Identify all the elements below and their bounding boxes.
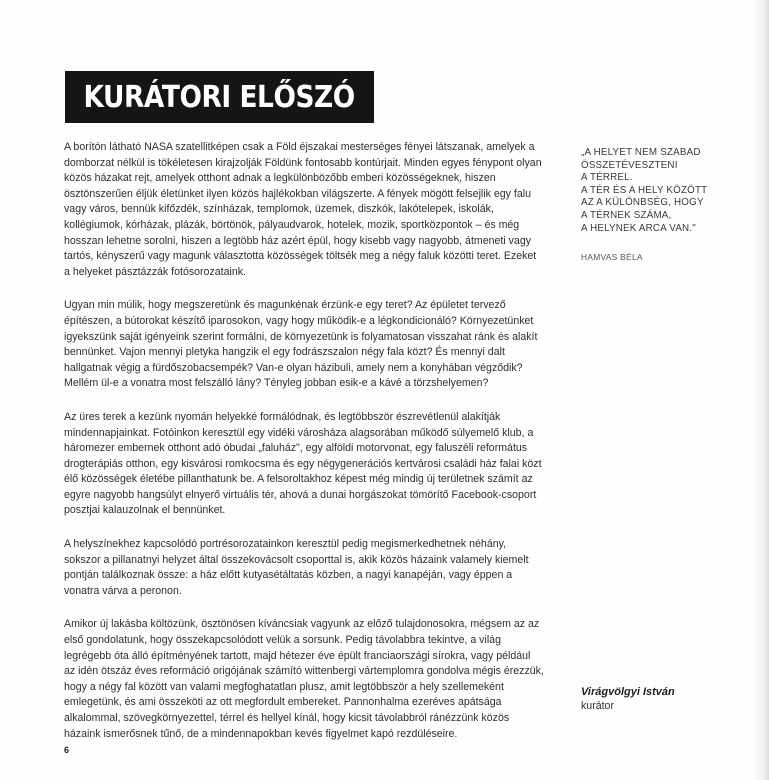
page-title: KURÁTORI ELŐSZÓ — [83, 79, 356, 115]
paragraph-3: Az üres terek a kezünk nyomán helyekké formálódnak, és legtöbbször észrevétlenül alakítják mindennapjainkat. Fotóinkon keresztül egy vidéki városháza alagsorában működő súlyemelő klub, a háromezer embernek otthont adó óbudai „faluház", egy alföldi motorvonat, egy faluszéli református drogterápiás otthon, egy kisvárosi romkocsma és egy négygenerációs kertvárosi családi ház falai közt élő közösségek életébe pillanthatunk be. A felsoroltakhoz képest még mindig új területnek számít az egyre nagyobb hangsúlyt elnyerő virtuális tér, ahová a dunai horgászokat tömörítő Facebook-csoport posztjai kalauzolnak el bennünket. — [64, 410, 542, 517]
paragraph-1: A borítón látható NASA szatellitképen csak a Föld éjszakai mesterséges fényei látszanak, amelyek a domborzat nélkül is tökéletesen kirajzolják Földünk fontosabb kontúrjait. Minden egyes fénypont olyan közös házakat rejt, amelyek otthont adnak a legkülönbözőbb emberi közösségeknek, hiszen ösztönszerűen éljük életünket ilyen közös hajlékokban világszerte. A fények mögött felsejlik egy falu vagy város, bennük kifőzdék, színházak, templomok, üzemek, diszkók, lakótelepek, iskolák, kollégiumok, kórházak, plázák, börtönök, pályaudvarok, hotelek, mozik, sportközpontok – és még hosszan lehetne sorolni, hiszen a legtöbb ház azért épül, hogy kisebb vagy nagyobb, átmeneti vagy tartós, kényszerű vagy magunk választotta közösségek töltsék meg a négy faluk közötti teret. Ezeket a helyeket pásztázzák fotósorozataink. — [64, 141, 542, 278]
body-text — [64, 140, 544, 760]
quote-line: ÖSSZETÉVESZTENI — [581, 159, 678, 171]
quote-line: A TÉRNEK SZÁMA, — [581, 209, 672, 221]
page-number: 6 — [64, 745, 70, 755]
page-edge-shadow — [753, 0, 769, 780]
signature-block — [581, 685, 675, 713]
quote-line: A TÉRREL. — [581, 172, 633, 184]
title-banner — [65, 71, 374, 123]
quote-line: A TÉR ÉS A HELY KÖZÖTT — [581, 184, 708, 196]
quote-line: A HELYNEK ARCA VAN." — [581, 222, 696, 234]
signature-name: Virágvölgyi István — [581, 686, 675, 698]
signature-role: kurátor — [581, 700, 614, 712]
pull-quote — [581, 147, 761, 262]
paragraph-4: A helyszínekhez kapcsolódó portrésorozatainkon keresztül pedig megismerkedhetnek néhány, sokszor a pillanatnyi helyzet által összekovácsolt csoporttal is, akik közös házaink valamely kiemelt pontján találkoznak össze: a ház előtt kutyasétáltatás közben, a nagyi kanapéján, vagy éppen a vonatra várva a peronon. — [64, 538, 529, 597]
paragraph-2: Ugyan min múlik, hogy megszeretünk és magunkénak érzünk-e egy teret? Az épületet tervező építészen, a bútorokat készítő iparosokon, vagy hogy működik-e a légkondicionáló? Környezetünket igyekszünk saját igényeink szerint formálni, de környezetünk is folyamatosan visszahat ránk és alakít bennünket. Vajon mennyi pletyka hangzik el egy fodrászszalon négy fala közt? És mennyi dalt hallgatnak végig a fürdőszobacsempék? Van-e olyan házibuli, amely nem a konyhában végződik? Mellém ül-e a vonatra most felszálló lány? Tényleg jobban esik-e a kávé a törzshelyemen? — [64, 299, 538, 390]
quote-line: AZ A KÜLÖNBSÉG, HOGY — [581, 197, 704, 209]
quote-line: „A HELYET NEM SZABAD — [581, 147, 701, 158]
quote-author: HAMVAS BÉLA — [581, 252, 643, 263]
paragraph-5: Amikor új lakásba költözünk, ösztönösen kíváncsiak vagyunk az előző tulajdonosokra, mégsem az az első gondolatunk, hogy összekapcsolódott velük a sorsunk. Pedig távolabbra tekintve, a világ legrégebb óta álló építményének tartott, majd hétezer éve épült franciaországi sírokra, vagy például az idén ötszáz éves reformáció origójának számító wittenbergi vártemplomra gondolva mégis érezzük, hogy a négy fal között van valami megfoghatatlan plusz, amit legtöbbször a hely szellemeként emlegetünk, és ami összeköti az ott megfordult embereket. Pannonhalma ezeréves apátsága alkalommal, szövegkörnyezettel, térrel és hellyel kínál, hogy kicsit távolabbról ránézzünk közös házaink ismerősnek tűnő, de a mindennapokban kevés figyelmet kapó rezdüléseire. — [64, 618, 544, 740]
